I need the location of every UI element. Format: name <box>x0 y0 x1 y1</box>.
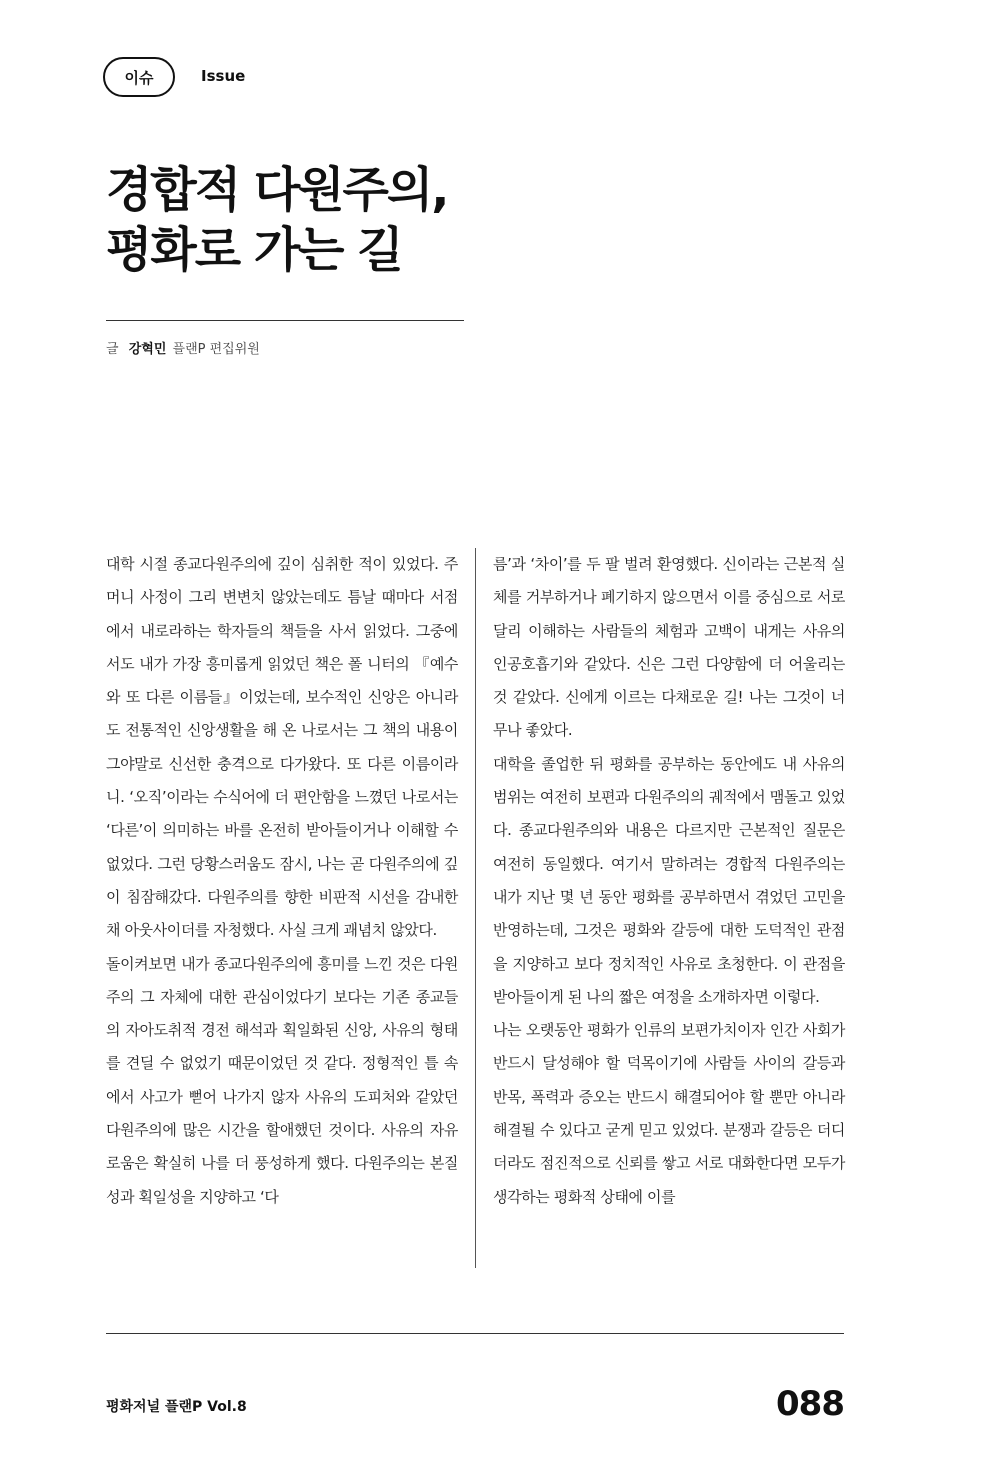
body-paragraph: 름’과 ‘차이’를 두 팔 벌려 환영했다. 신이라는 근본적 실체를 거부하거나 폐기하지 않으면서 이를 중심으로 서로 달리 이해하는 사람들의 체험과 고백이 내게는 사유의 인공호흡기와 같았다. 신은 그런 다양함에 더 어울리는 것 같았다. 신에게 이르는 다채로운 길! 나는 그것이 너무나 좋았다. <box>493 555 845 740</box>
section-badge-label: 이슈 <box>124 68 154 87</box>
footer-divider <box>106 1333 844 1334</box>
section-badge <box>103 57 175 97</box>
body-column-right <box>493 548 845 1214</box>
article-title <box>106 160 448 280</box>
section-label-english: Issue <box>201 67 246 85</box>
body-paragraph: 대학 시절 종교다원주의에 깊이 심취한 적이 있었다. 주머니 사정이 그리 변변치 않았는데도 틈날 때마다 서점에서 내로라하는 학자들의 책들을 사서 읽었다. 그중에서도 내가 가장 흥미롭게 읽었던 책은 폴 니터의 『예수와 또 다른 이름들』이었는데, 보수적인 신앙은 아니라도 전통적인 신앙생활을 해 온 나로서는 그 책의 내용이 그야말로 신선한 충격으로 다가왔다. 또 다른 이름이라니. ‘오직’이라는 수식어에 더 편안함을 느꼈던 나로서는 ‘다른’이 의미하는 바를 온전히 받아들이거나 이해할 수 없었다. 그런 당황스러움도 잠시, 나는 곧 다원주의에 깊이 침잠해갔다. 다원주의를 향한 비판적 시선을 감내한 채 아웃사이더를 자청했다. 사실 크게 괘념치 않았다. <box>106 555 458 940</box>
title-line-1: 경합적 다원주의, <box>106 162 448 218</box>
author-role: 플랜P 편집위원 <box>172 342 260 357</box>
page-number: 088 <box>776 1384 844 1424</box>
byline-prefix: 글 <box>106 342 119 357</box>
byline <box>106 338 260 357</box>
body-paragraph: 나는 오랫동안 평화가 인류의 보편가치이자 인간 사회가 반드시 달성해야 할 덕목이기에 사람들 사이의 갈등과 반목, 폭력과 증오는 반드시 해결되어야 할 뿐만 아니라 해결될 수 있다고 굳게 믿고 있었다. 분쟁과 갈등은 더디더라도 점진적으로 신뢰를 쌓고 서로 대화한다면 모두가 생각하는 평화적 상태에 이를 <box>493 1021 845 1206</box>
body-paragraph: 대학을 졸업한 뒤 평화를 공부하는 동안에도 내 사유의 범위는 여전히 보편과 다원주의의 궤적에서 맴돌고 있었다. 종교다원주의와 내용은 다르지만 근본적인 질문은 여전히 동일했다. 여기서 말하려는 경합적 다원주의는 내가 지난 몇 년 동안 평화를 공부하면서 겪었던 고민을 반영하는데, 그것은 평화와 갈등에 대한 도덕적인 관점을 지양하고 보다 정치적인 사유로 초청한다. 이 관점을 받아들이게 된 나의 짧은 여정을 소개하자면 이렇다. <box>493 754 845 1006</box>
column-divider <box>475 548 476 1268</box>
title-line-2: 평화로 가는 길 <box>106 222 402 278</box>
author-name: 강혁민 <box>128 342 167 357</box>
title-divider <box>106 320 464 321</box>
footer-journal-name: 평화저널 플랜P Vol.8 <box>106 1399 247 1415</box>
body-paragraph: 돌이켜보면 내가 종교다원주의에 흥미를 느낀 것은 다원주의 그 자체에 대한 관심이었다기 보다는 기존 종교들의 자아도취적 경전 해석과 획일화된 신앙, 사유의 형태를 견딜 수 없었기 때문이었던 것 같다. 정형적인 틀 속에서 사고가 뻗어 나가지 않자 사유의 도피처와 같았던 다원주의에 많은 시간을 할애했던 것이다. 사유의 자유로움은 확실히 나를 더 풍성하게 했다. 다원주의는 본질성과 획일성을 지양하고 ‘다 <box>106 954 458 1206</box>
body-column-left <box>106 548 458 1214</box>
